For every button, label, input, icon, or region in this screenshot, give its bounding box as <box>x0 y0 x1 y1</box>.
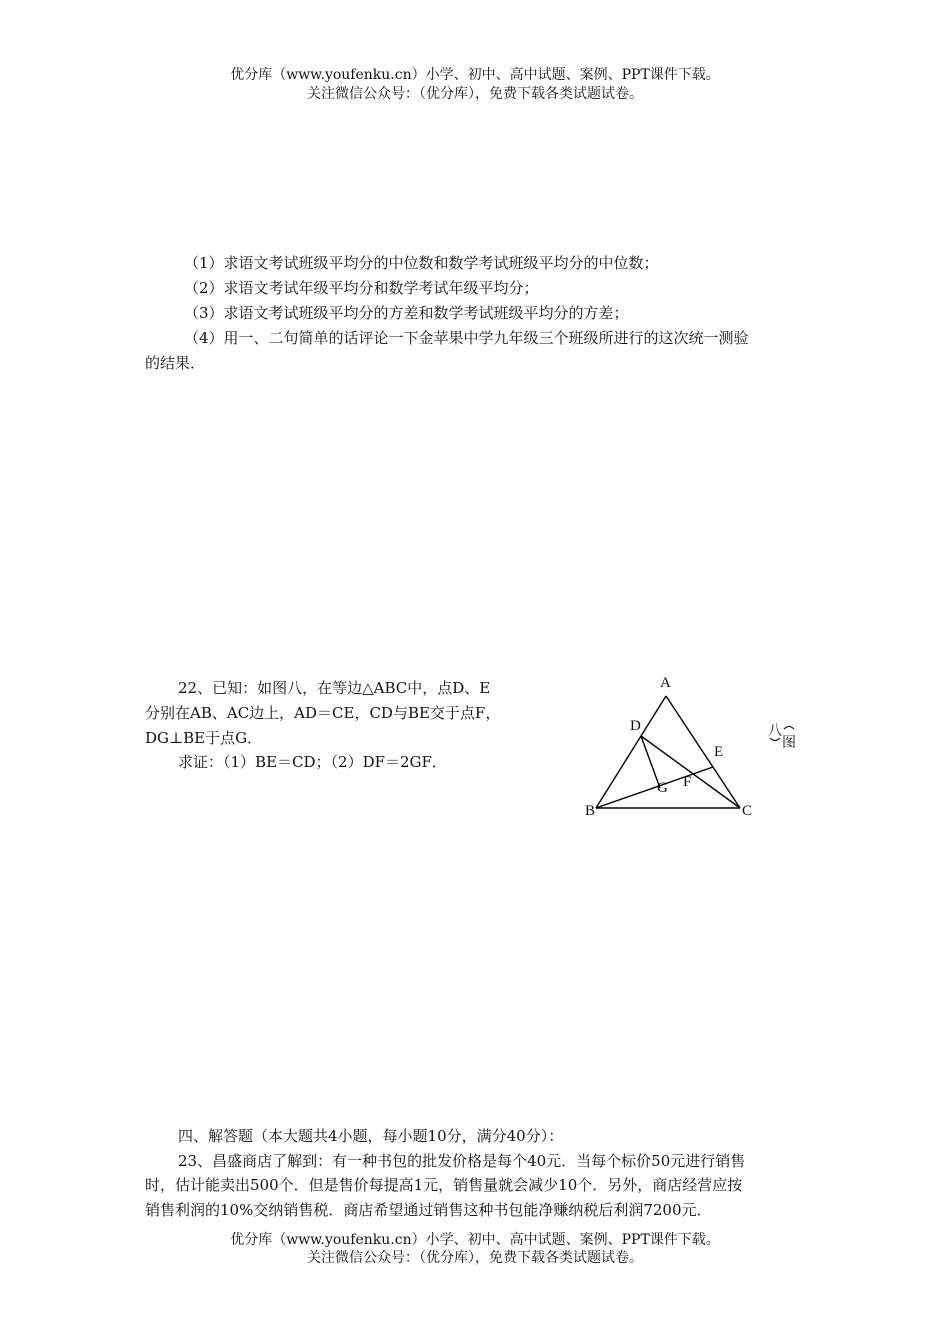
q22-line-1: 22、已知：如图八，在等边△ABC中，点D、E <box>178 679 491 697</box>
label-g: G <box>657 780 668 796</box>
header-line-1: 优分库（www.youfenku.cn）小学、初中、高中试题、案例、PPT课件下载。 <box>230 67 720 83</box>
q21-item-1: （1）求语文考试班级平均分的中位数和数学考试班级平均分的中位数； <box>184 254 659 272</box>
label-e: E <box>714 744 724 760</box>
label-b: B <box>585 803 596 819</box>
q21-item-3: （3）求语文考试班级平均分的方差和数学考试班级平均分的方差； <box>184 304 629 322</box>
label-f: F <box>683 774 692 790</box>
q22-line-3: DG⊥BE于点G． <box>145 729 263 747</box>
label-a: A <box>660 675 671 691</box>
caption-top: 八 <box>768 723 782 739</box>
q23-line-1: 23、昌盛商店了解到：有一种书包的批发价格是每个40元．当每个标价50元进行销售 <box>178 1152 746 1170</box>
side-ac <box>666 696 740 808</box>
side-ab <box>596 696 666 808</box>
q21-item-4-cont: 的结果． <box>145 354 206 372</box>
q22-line-2: 分别在AB、AC边上，AD＝CE，CD与BE交于点F， <box>145 704 501 722</box>
label-c: C <box>742 803 753 819</box>
q23-line-2: 时，估计能卖出500个．但是售价每提高1元，销售量就会减少10个．另外，商店经营应按 <box>145 1176 743 1194</box>
q22-line-4: 求证：（1）BE＝CD；（2）DF＝2GF． <box>178 753 447 771</box>
q21-item-4: （4）用一、二句简单的话评论一下金苹果中学九年级三个班级所进行的这次统一测验 <box>184 329 749 347</box>
caption-bottom: 图 <box>782 735 796 751</box>
footer-line-1: 优分库（www.youfenku.cn）小学、初中、高中试题、案例、PPT课件下载。 <box>230 1232 720 1248</box>
segment-cd <box>641 736 740 808</box>
label-d: D <box>630 718 641 734</box>
q23-line-3: 销售利润的10%交纳销售税．商店希望通过销售这种书包能净赚纳税后利润7200元． <box>145 1201 712 1219</box>
section-4-heading: 四、解答题（本大题共4小题，每小题10分，满分40分）： <box>178 1127 564 1145</box>
figure-caption <box>766 720 806 756</box>
q21-item-2: （2）求语文考试年级平均分和数学考试年级平均分； <box>184 279 539 297</box>
footer-line-2: 关注微信公众号：（优分库），免费下载各类试题试卷。 <box>307 1250 643 1266</box>
header-line-2: 关注微信公众号：（优分库），免费下载各类试题试卷。 <box>307 86 643 102</box>
